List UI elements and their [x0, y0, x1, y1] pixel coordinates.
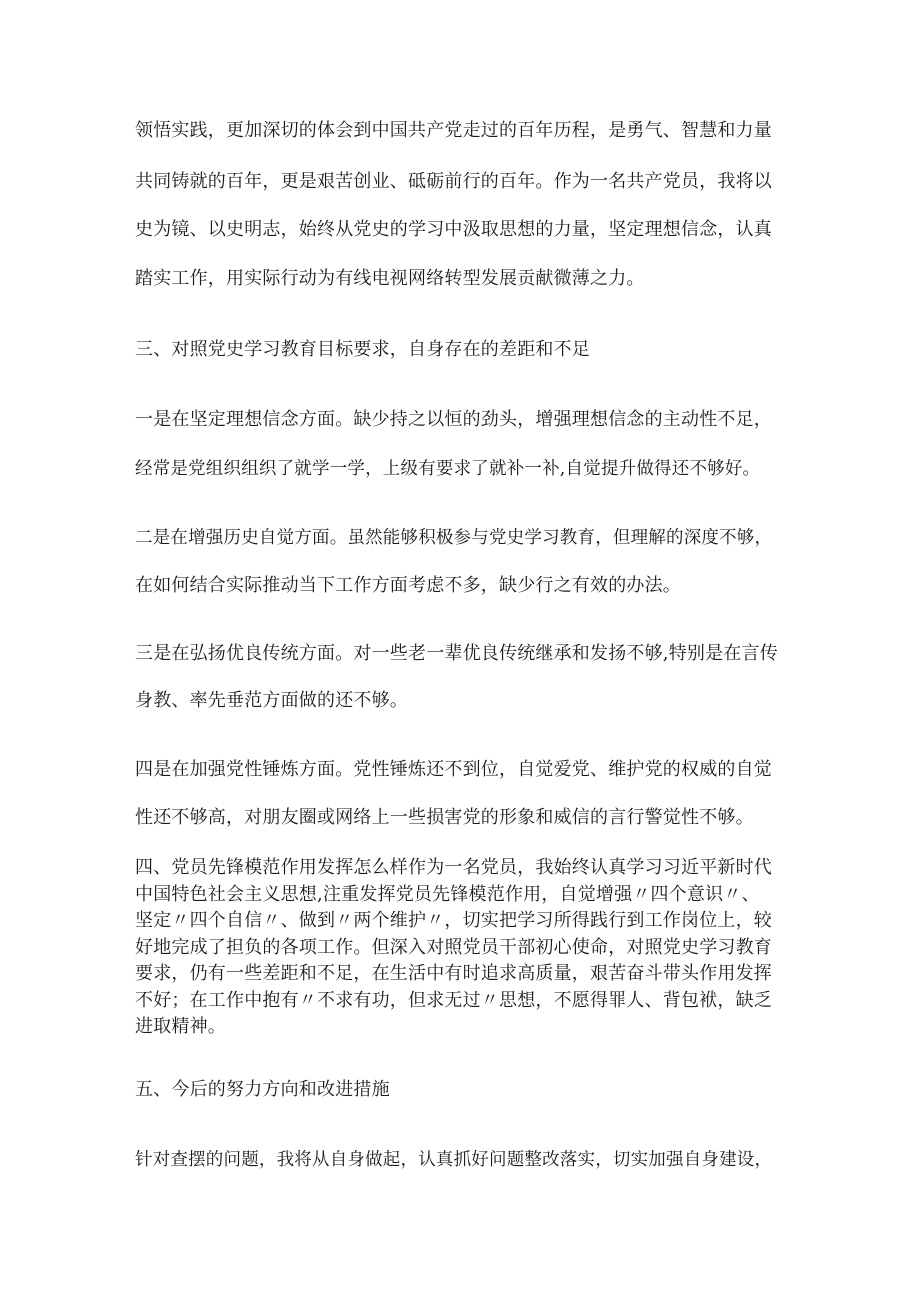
intro-line-3: 史为镜、以史明志，始终从党史的学习中汲取思想的力量，坚定理想信念，认真 [135, 219, 772, 240]
item1-line-1: 一是在坚定理想信念方面。缺少持之以恒的劲头，增强理想信念的主动性不足， [135, 409, 772, 430]
section3-heading: 三、对照党史学习教育目标要求，自身存在的差距和不足 [135, 339, 590, 360]
section5-heading: 五、今后的努力方向和改进措施 [135, 1079, 390, 1100]
item2-line-2: 在如何结合实际推动当下工作方面考虑不多，缺少行之有效的办法。 [135, 575, 681, 596]
section4-line-6: 不好；在工作中抱有〃不求有功，但求无过〃思想，不愿得罪人、背包袱，缺乏 [135, 990, 772, 1011]
section5-line-1: 针对查摆的问题，我将从自身做起，认真抓好问题整改落实，切实加强自身建设， [135, 1150, 773, 1170]
section4-line-5: 要求，仍有一些差距和不足，在生活中有时追求高质量，艰苦奋斗带头作用发挥 [135, 963, 772, 984]
section4-line-2: 中国特色社会主义思想,注重发挥党员先锋模范作用，自觉增强〃四个意识〃、 [135, 884, 760, 905]
item1-line-2: 经常是党组织组织了就学一学，上级有要求了就补一补,自觉提升做得还不够好。 [135, 459, 761, 479]
item3-line-2: 身教、率先垂范方面做的还不够。 [135, 690, 408, 711]
item2-line-1: 二是在增强历史自觉方面。虽然能够积极参与党史学习教育，但理解的深度不够， [135, 528, 773, 548]
intro-line-2: 共同铸就的百年，更是艰苦创业、砥砺前行的百年。作为一名共产党员，我将以 [135, 171, 772, 192]
section4-line-4: 好地完成了担负的各项工作。但深入对照党员干部初心使命，对照党史学习教育 [135, 937, 772, 958]
intro-line-4: 踏实工作，用实际行动为有线电视网络转型发展贡献微薄之力。 [135, 268, 645, 289]
section4-line-1: 四、党员先锋模范作用发挥怎么样作为一名党员，我始终认真学习习近平新时代 [135, 857, 772, 878]
section4-line-3: 坚定〃四个自信〃、做到〃两个维护〃，切实把学习所得践行到工作岗位上，较 [135, 910, 772, 931]
item4-line-2: 性还不够高，对朋友圈或网络上一些损害党的形象和威信的言行警觉性不够。 [135, 807, 754, 828]
item4-line-1: 四是在加强党性锤炼方面。党性锤炼还不到位，自觉爱党、维护党的权威的自觉 [135, 759, 772, 780]
item3-line-1: 三是在弘扬优良传统方面。对一些老一辈优良传统继承和发扬不够,特别是在言传 [135, 643, 778, 664]
section4-line-7: 进取精神。 [135, 1016, 226, 1037]
intro-line-1: 领悟实践，更加深切的体会到中国共产党走过的百年历程，是勇气、智慧和力量 [135, 120, 772, 141]
